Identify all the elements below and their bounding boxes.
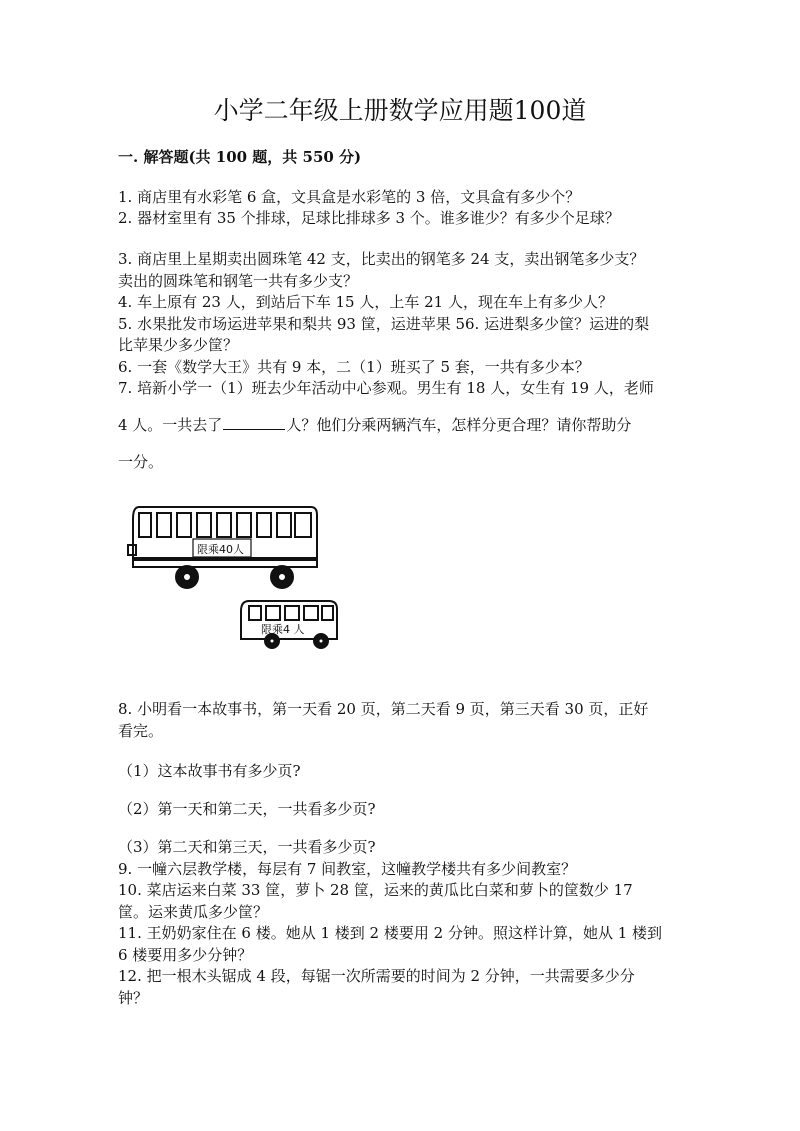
question-8-sub-2: （2）第一天和第二天，一共看多少页? bbox=[118, 800, 376, 818]
question-8-line-1: 8. 小明看一本故事书，第一天看 20 页，第二天看 9 页，第三天看 30 页，正好 bbox=[118, 700, 649, 718]
question-4: 4. 车上原有 23 人，到站后下车 15 人，上车 21 人，现在车上有多少人？ bbox=[118, 293, 613, 311]
question-3-line-1: 3. 商店里上星期卖出圆珠笔 42 支，比卖出的钢笔多 24 支，卖出钢笔多少支？ bbox=[118, 250, 645, 268]
large-bus-label: 限乘40人 bbox=[197, 543, 244, 556]
question-9: 9. 一幢六层教学楼，每层有 7 间教室，这幢教学楼共有多少间教室？ bbox=[118, 860, 577, 878]
buses-illustration bbox=[125, 497, 345, 657]
question-12-line-2: 钟？ bbox=[118, 989, 149, 1007]
section-heading: 一. 解答题(共 100 题，共 550 分) bbox=[118, 148, 362, 166]
question-6: 6. 一套《数学大王》共有 9 本，二（1）班买了 5 套，一共有多少本？ bbox=[118, 358, 590, 376]
question-7-text-a: 4 人。一共去了 bbox=[118, 416, 223, 434]
question-11-line-1: 11. 王奶奶家住在 6 楼。她从 1 楼到 2 楼要用 2 分钟。照这样计算，她从 1 楼到 bbox=[118, 924, 663, 942]
question-7-text-b: 人？他们分乘两辆汽车，怎样分更合理？请你帮助分 bbox=[286, 416, 632, 434]
page-title: 小学二年级上册数学应用题100道 bbox=[213, 96, 587, 125]
question-5-line-1: 5. 水果批发市场运进苹果和梨共 93 筐，运进苹果 56. 运进梨多少筐？运进的梨 bbox=[118, 315, 650, 333]
question-7-line-2 bbox=[118, 414, 631, 436]
question-8-line-2: 看完。 bbox=[118, 722, 164, 740]
question-10-line-1: 10. 菜店运来白菜 33 筐，萝卜 28 筐，运来的黄瓜比白菜和萝卜的筐数少 17 bbox=[118, 881, 633, 899]
question-12-line-1: 12. 把一根木头锯成 4 段，每锯一次所需要的时间为 2 分钟，一共需要多少分 bbox=[118, 967, 635, 985]
question-2: 2. 器材室里有 35 个排球，足球比排球多 3 个。谁多谁少？有多少个足球？ bbox=[118, 209, 620, 227]
question-11-line-2: 6 楼要用多少分钟？ bbox=[118, 946, 253, 964]
question-8-sub-3: （3）第二天和第三天，一共看多少页? bbox=[118, 838, 376, 856]
question-10-line-2: 筐。运来黄瓜多少筐？ bbox=[118, 903, 269, 921]
small-bus-label: 限乘4 人 bbox=[261, 623, 305, 636]
question-7-line-1: 7. 培新小学一（1）班去少年活动中心参观。男生有 18 人，女生有 19 人，老师 bbox=[118, 379, 654, 397]
question-5-line-2: 比苹果少多少筐？ bbox=[118, 336, 239, 354]
question-7-line-3: 一分。 bbox=[118, 453, 164, 471]
question-8-sub-1: （1）这本故事书有多少页? bbox=[118, 762, 301, 780]
question-3-line-2: 卖出的圆珠笔和钢笔一共有多少支？ bbox=[118, 272, 359, 290]
question-1: 1. 商店里有水彩笔 6 盒，文具盒是水彩笔的 3 倍，文具盒有多少个？ bbox=[118, 188, 581, 206]
answer-blank[interactable] bbox=[223, 415, 285, 430]
